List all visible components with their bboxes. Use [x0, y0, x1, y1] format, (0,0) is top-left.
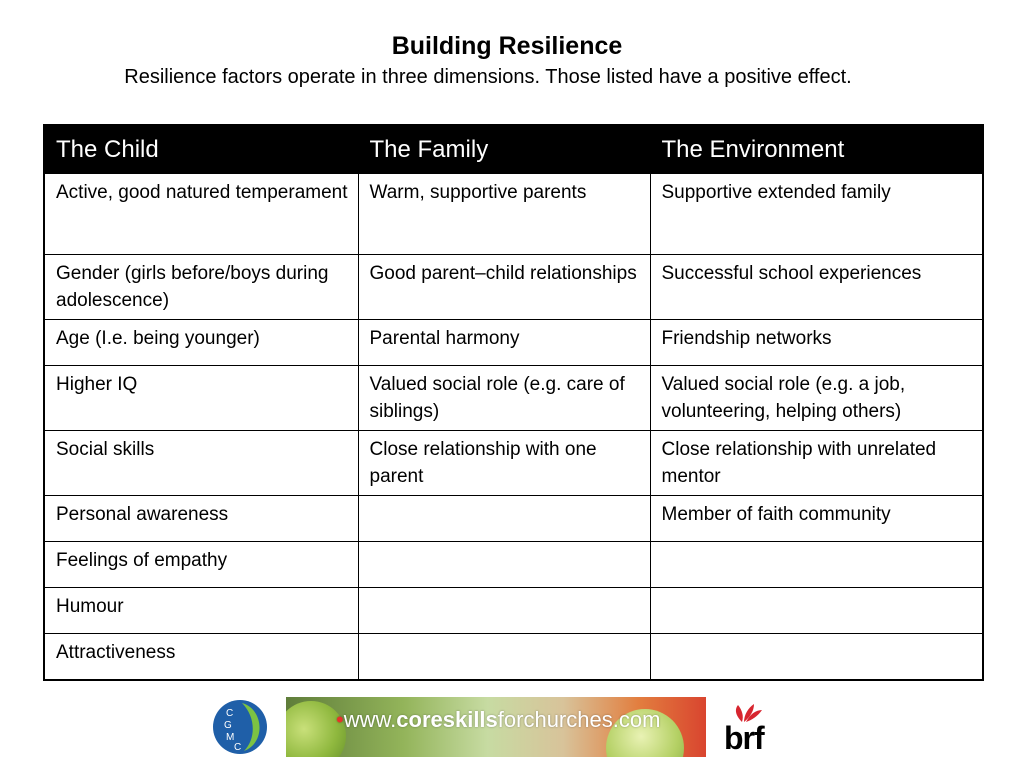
header-the-environment: The Environment [650, 125, 983, 174]
slide-subtitle: Resilience factors operate in three dimensions. Those listed have a positive effect. [124, 66, 852, 88]
environment-cell [650, 542, 983, 588]
brf-wordmark: brf [724, 720, 764, 756]
cgmc-letter: G [224, 720, 232, 731]
child-cell: Attractiveness [44, 634, 358, 680]
table-row [44, 366, 983, 431]
table-row [44, 542, 983, 588]
table-row [44, 634, 983, 680]
environment-cell [650, 588, 983, 634]
family-cell: Close relationship with one parent [358, 431, 650, 496]
table-header-row [44, 125, 983, 174]
cgmc-letter: M [226, 732, 235, 743]
coreskills-banner [286, 697, 706, 757]
table-row [44, 431, 983, 496]
environment-cell: Close relationship with unrelated mentor [650, 431, 983, 496]
environment-cell: Member of faith community [650, 496, 983, 542]
slide-title: Building Resilience [391, 32, 623, 60]
family-cell [358, 634, 650, 680]
header-the-child: The Child [44, 125, 358, 174]
child-cell: Age (I.e. being younger) [44, 320, 358, 366]
child-cell: Active, good natured temperament [44, 174, 358, 255]
family-cell [358, 588, 650, 634]
environment-cell: Friendship networks [650, 320, 983, 366]
cgmc-letter: C [226, 708, 234, 719]
child-cell: Humour [44, 588, 358, 634]
banner-url: •www.coreskillsforchurches.com [336, 707, 661, 732]
cgmc-logo [212, 699, 268, 755]
family-cell: Warm, supportive parents [358, 174, 650, 255]
child-cell: Feelings of empathy [44, 542, 358, 588]
family-cell: Valued social role (e.g. care of siblings) [358, 366, 650, 431]
family-cell: Good parent–child relationships [358, 255, 650, 320]
environment-cell: Valued social role (e.g. a job, volunteering, helping others) [650, 366, 983, 431]
table-row [44, 496, 983, 542]
family-cell [358, 496, 650, 542]
brf-logo [724, 702, 780, 754]
table-row [44, 588, 983, 634]
table-row [44, 174, 983, 255]
child-cell: Social skills [44, 431, 358, 496]
table-row [44, 255, 983, 320]
family-cell: Parental harmony [358, 320, 650, 366]
environment-cell: Supportive extended family [650, 174, 983, 255]
resilience-table [43, 124, 984, 681]
header-the-family: The Family [358, 125, 650, 174]
child-cell: Gender (girls before/boys during adolescence) [44, 255, 358, 320]
environment-cell: Successful school experiences [650, 255, 983, 320]
child-cell: Personal awareness [44, 496, 358, 542]
cgmc-letter: C [234, 742, 242, 753]
environment-cell [650, 634, 983, 680]
table-row [44, 320, 983, 366]
family-cell [358, 542, 650, 588]
child-cell: Higher IQ [44, 366, 358, 431]
